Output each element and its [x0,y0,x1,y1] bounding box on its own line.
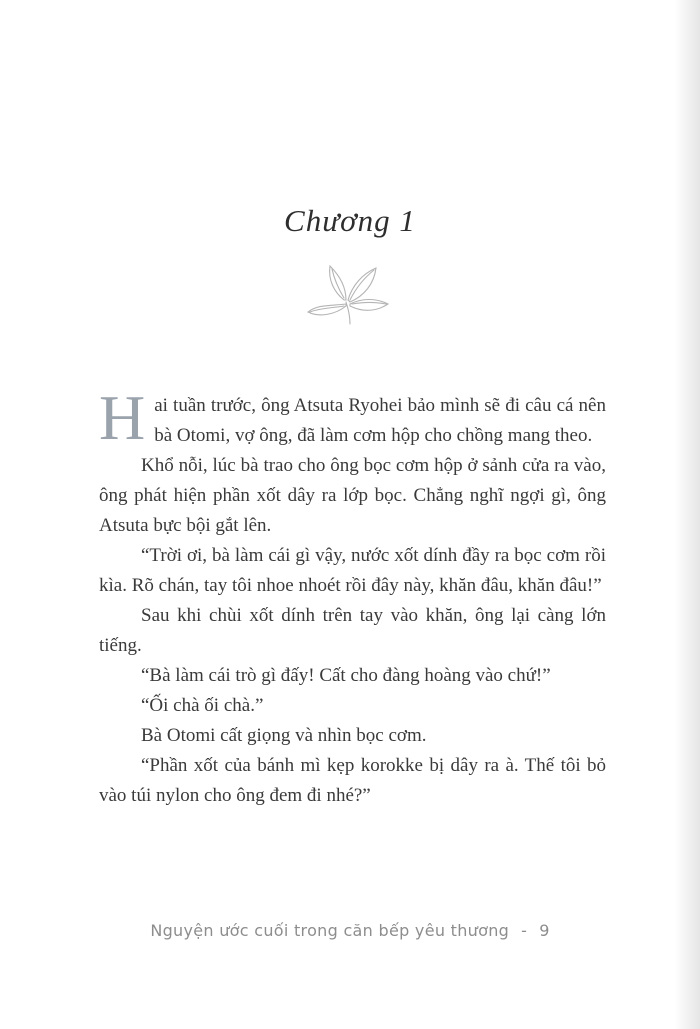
footer-separator: - [521,921,528,940]
drop-cap: H [99,382,146,453]
leaf-sprig-icon [290,256,410,328]
leaf-illustration [0,256,700,333]
paragraph: Bà Otomi cất giọng và nhìn bọc cơm. [141,725,427,746]
paragraph-text: ai tuần trước, ông Atsuta Ryohei bảo mình sẽ đi câu cá nên bà Otomi, vợ ông, đã làm cơm hộp cho chồng mang theo. [154,395,606,446]
body-text [99,382,606,811]
page-footer [0,921,700,940]
footer-page-number: 9 [539,921,550,940]
paragraph: “Bà làm cái trò gì đấy! Cất cho đàng hoàng vào chứ!” [141,665,551,686]
chapter-title: Chương 1 [284,203,416,238]
footer-book-title: Nguyện ước cuối trong căn bếp yêu thương [150,921,510,940]
paragraph: “Ối chà ối chà.” [141,695,264,716]
paragraph [99,382,606,453]
paragraph: “Phần xốt của bánh mì kẹp korokke bị dây ra à. Thế tôi bỏ vào túi nylon cho ông đem đi nhé?” [99,755,606,806]
paragraph: Sau khi chùi xốt dính trên tay vào khăn, ông lại càng lớn tiếng. [99,605,606,656]
page-edge-shadow [674,0,700,1029]
paragraph: Khổ nỗi, lúc bà trao cho ông bọc cơm hộp ở sảnh cửa ra vào, ông phát hiện phần xốt dây ra lớp bọc. Chẳng nghĩ ngợi gì, ông Atsuta bực bội gắt lên. [99,455,606,536]
paragraph: “Trời ơi, bà làm cái gì vậy, nước xốt dính đầy ra bọc cơm rồi kìa. Rõ chán, tay tôi nhoe nhoét rồi đây này, khăn đâu, khăn đâu!” [99,545,606,596]
